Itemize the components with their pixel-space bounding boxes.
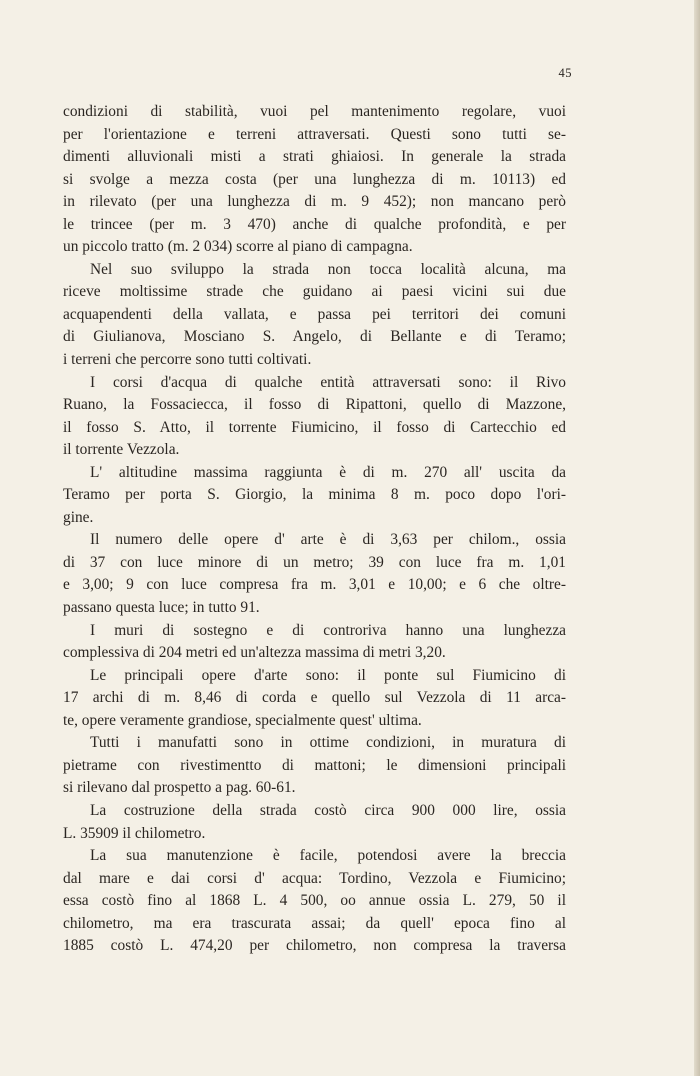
page-edge (694, 0, 700, 1076)
text-line: essa costò fino al 1868 L. 4 500, oo annue ossia L. 279, 50 il (63, 892, 566, 910)
paragraph (63, 665, 566, 733)
paragraph (63, 462, 566, 530)
paragraph (63, 259, 566, 372)
paragraph (63, 529, 566, 619)
text-line: I muri di sostegno e di controriva hanno una lunghezza (90, 621, 566, 639)
text-line: Ruano, la Fossaciecca, il fosso di Ripattoni, quello di Mazzone, (63, 396, 566, 414)
text-line: Il numero delle opere d' arte è di 3,63 per chilom., ossia (90, 531, 566, 549)
text-line: si svolge a mezza costa (per una lunghezza di m. 10113) ed (63, 170, 566, 188)
paragraph (63, 372, 566, 462)
page-number: 45 (558, 66, 572, 80)
paragraph (63, 845, 566, 958)
text-block (63, 101, 566, 958)
text-line: il fosso S. Atto, il torrente Fiumicino, il fosso di Cartecchio ed (63, 418, 566, 436)
text-line: di Giulianova, Mosciano S. Angelo, di Bellante e di Teramo; (63, 328, 566, 346)
text-line: gine. (63, 508, 94, 526)
text-line: passano questa luce; in tutto 91. (63, 599, 260, 617)
paragraph (63, 101, 566, 259)
text-line: L. 35909 il chilometro. (63, 824, 206, 842)
text-line: 1885 costò L. 474,20 per chilometro, non compresa la traversa (63, 937, 566, 955)
text-line: dimenti alluvionali misti a strati ghiaiosi. In generale la strada (63, 148, 566, 166)
text-line: acquapendenti della vallata, e passa pei territori dei comuni (63, 305, 566, 323)
text-line: i terreni che percorre sono tutti coltivati. (63, 351, 312, 369)
text-line: Teramo per porta S. Giorgio, la minima 8 m. poco dopo l'ori- (63, 486, 566, 504)
paragraph (63, 732, 566, 800)
text-line: condizioni di stabilità, vuoi pel mantenimento regolare, vuoi (63, 103, 566, 120)
text-line: per l'orientazione e terreni attraversati. Questi sono tutti se- (63, 125, 566, 143)
text-line: te, opere veramente grandiose, specialmente quest' ultima. (63, 711, 422, 729)
text-line: chilometro, ma era trascurata assai; da quell' epoca fino al (63, 914, 566, 932)
text-line: un piccolo tratto (m. 2 034) scorre al piano di campagna. (63, 238, 413, 256)
text-line: 17 archi di m. 8,46 di corda e quello sul Vezzola di 11 arca- (63, 689, 566, 707)
text-line: riceve moltissime strade che guidano ai paesi vicini sui due (63, 283, 566, 301)
text-line: La sua manutenzione è facile, potendosi avere la breccia (90, 847, 566, 865)
text-line: Le principali opere d'arte sono: il ponte sul Fiumicino di (90, 666, 566, 684)
text-line: pietrame con rivestimentto di mattoni; le dimensioni principali (63, 756, 566, 774)
text-line: complessiva di 204 metri ed un'altezza massima di metri 3,20. (63, 644, 446, 662)
text-line: si rilevano dal prospetto a pag. 60-61. (63, 779, 296, 797)
paragraph (63, 620, 566, 665)
text-line: e 3,00; 9 con luce compresa fra m. 3,01 e 10,00; e 6 che oltre- (63, 576, 566, 594)
text-line: La costruzione della strada costò circa 900 000 lire, ossia (90, 801, 566, 819)
text-line: dal mare e dai corsi d' acqua: Tordino, Vezzola e Fiumicino; (63, 869, 566, 887)
text-line: di 37 con luce minore di un metro; 39 con luce fra m. 1,01 (63, 553, 566, 571)
text-line: L' altitudine massima raggiunta è di m. 270 all' uscita da (90, 463, 566, 481)
text-line: Nel suo sviluppo la strada non tocca località alcuna, ma (90, 260, 566, 278)
paragraph (63, 800, 566, 845)
text-line: le trincee (per m. 3 470) anche di qualche profondità, e per (63, 215, 566, 233)
text-line: in rilevato (per una lunghezza di m. 9 452); non mancano però (63, 193, 566, 211)
text-line: I corsi d'acqua di qualche entità attraversati sono: il Rivo (90, 373, 566, 391)
text-line: il torrente Vezzola. (63, 441, 180, 459)
text-line: Tutti i manufatti sono in ottime condizioni, in muratura di (90, 734, 566, 752)
